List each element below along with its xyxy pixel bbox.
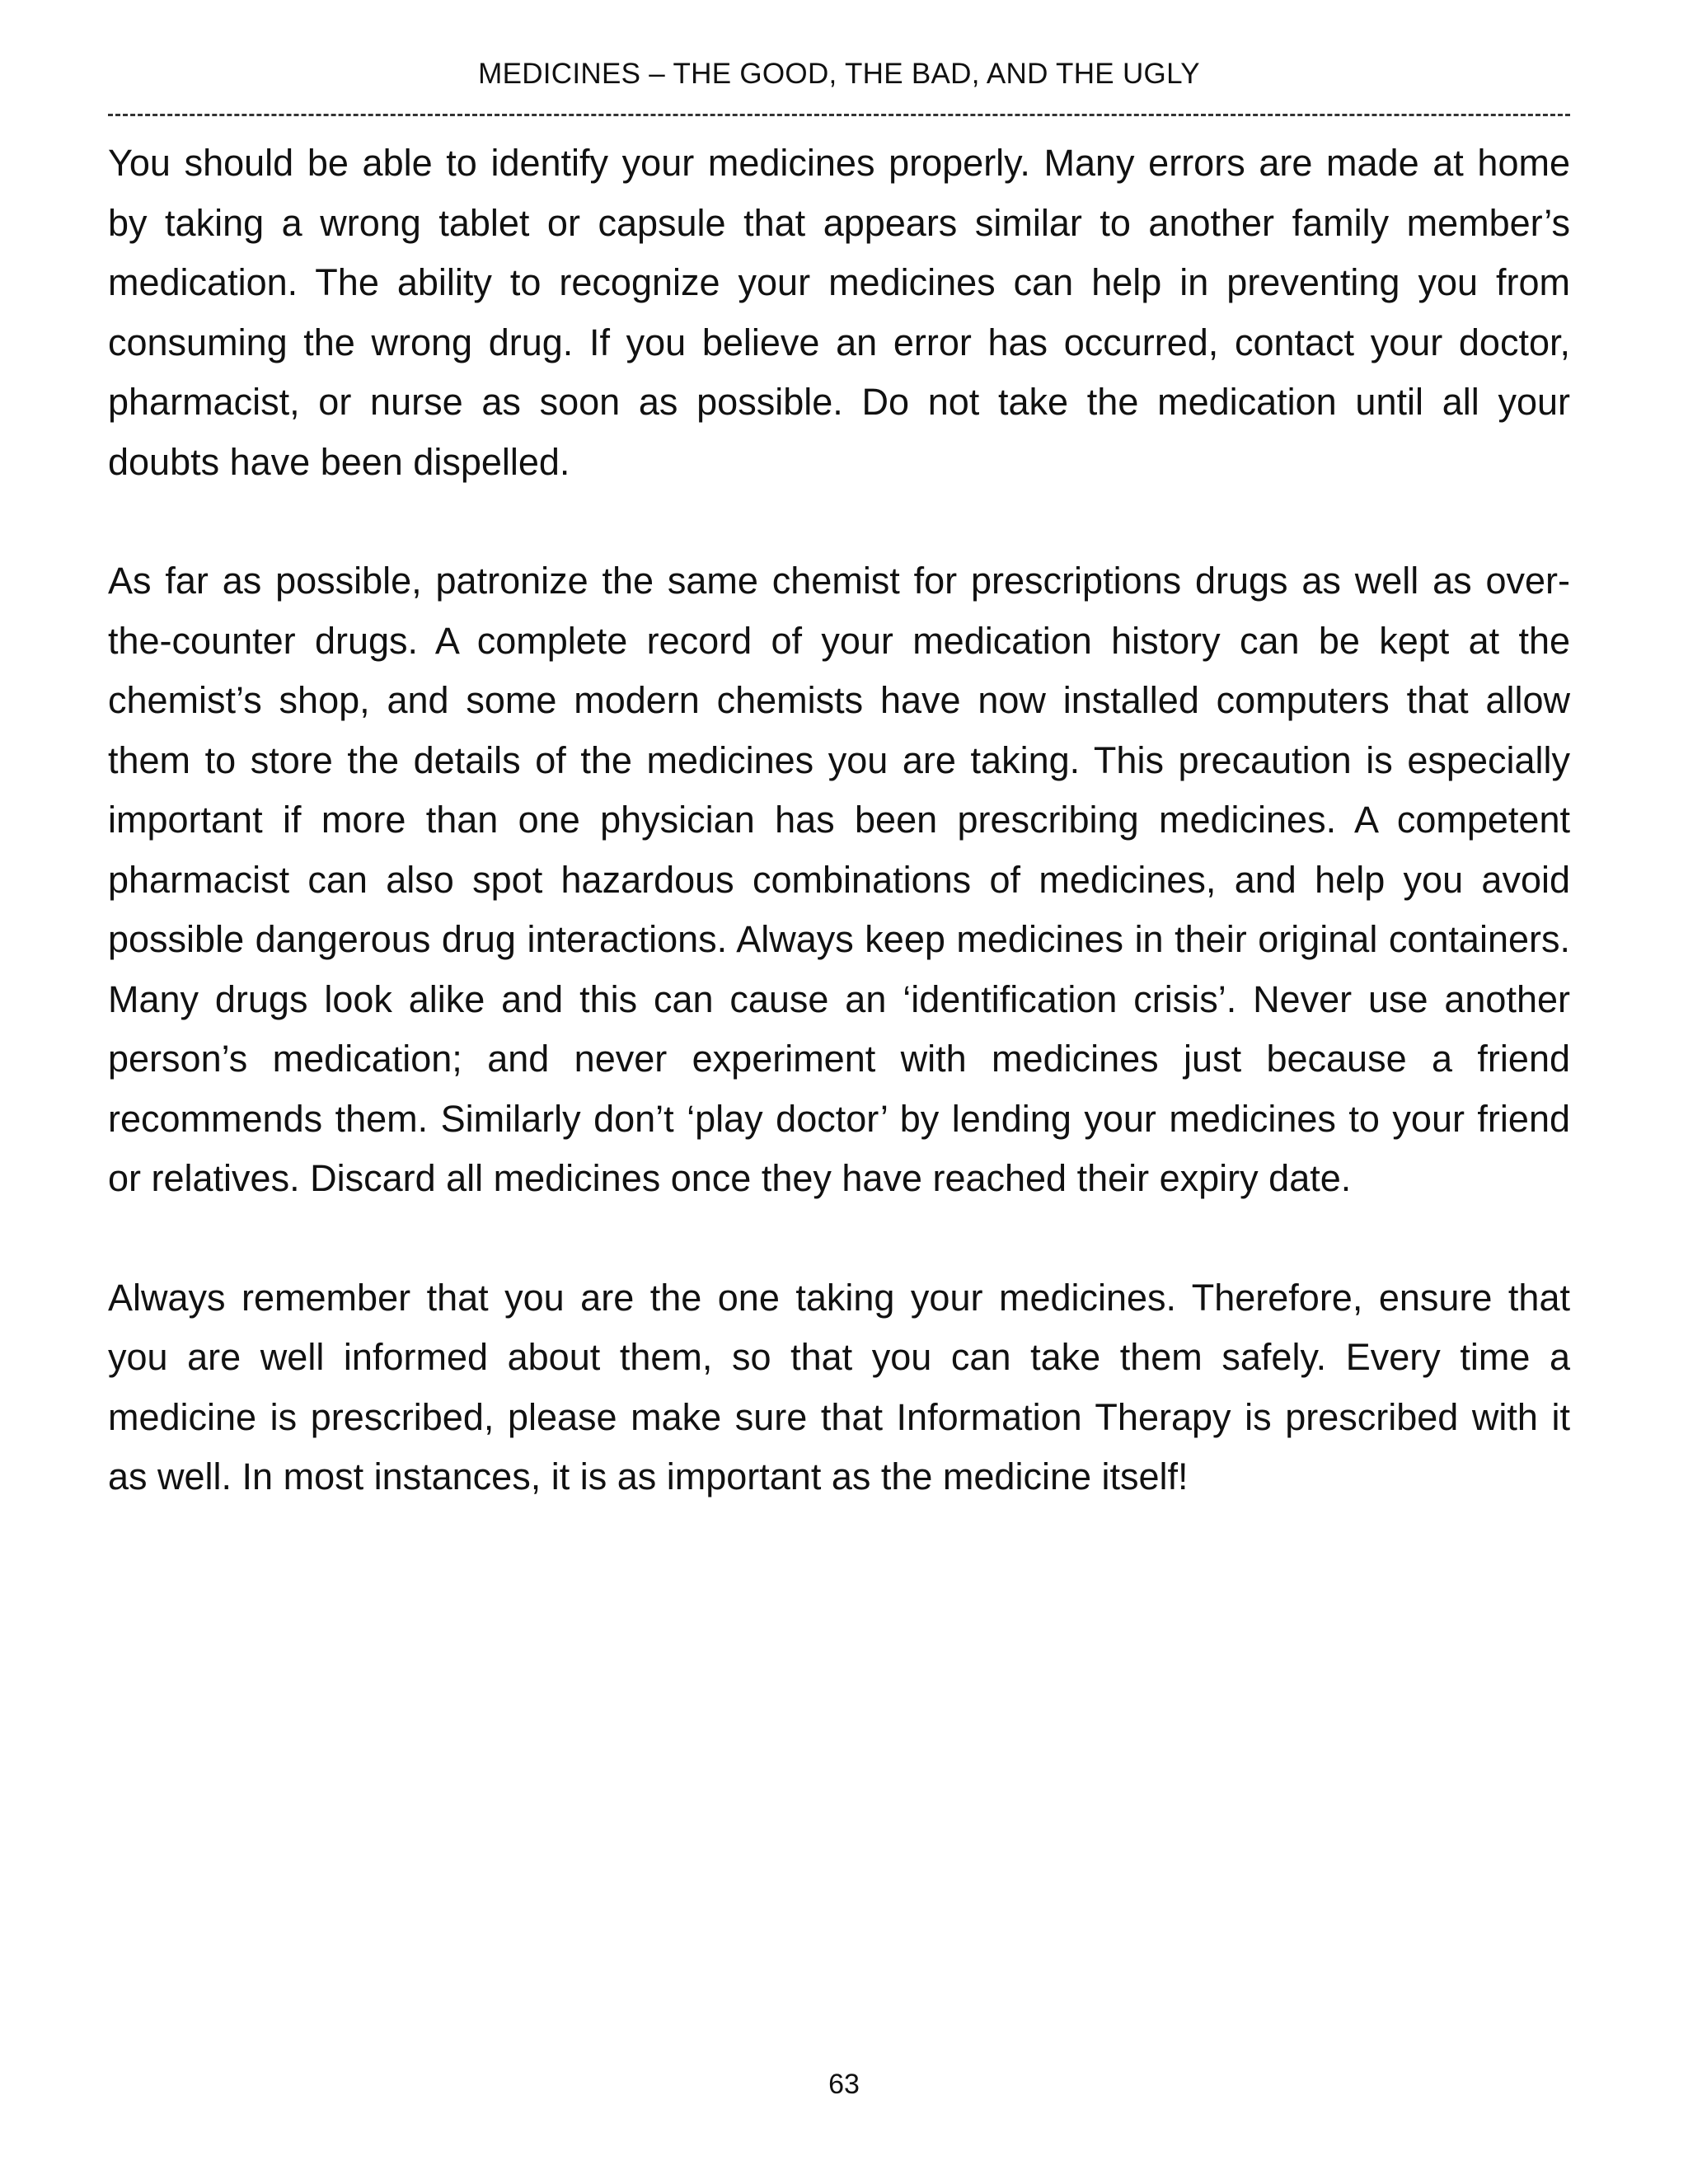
body-text (108, 134, 1570, 1567)
paragraph: You should be able to identify your medicines properly. Many errors are made at home by taking a wrong tablet or capsule that appears similar to another family member’s medication. The ability to recognize your medicines can help in preventing you from consuming the wrong drug. If you believe an error has occurred, contact your doctor, pharmacist, or nurse as soon as possible. Do not take the medication until all your doubts have been dispelled. (108, 142, 1570, 483)
paragraph: Always remember that you are the one taking your medicines. Therefore, ensure that you are well informed about them, so that you can take them safely. Every time a medicine is prescribed, please make sure that Information Therapy is prescribed with it as well. In most instances, it is as important as the medicine itself! (108, 1276, 1570, 1497)
page-number: 63 (828, 2069, 860, 2100)
running-header: MEDICINES – THE GOOD, THE BAD, AND THE UGLY (478, 58, 1200, 90)
paragraph: As far as possible, patronize the same chemist for prescriptions drugs as well as over-the-counter drugs. A complete record of your medication history can be kept at the chemist’s shop, and some modern chemists have now installed computers that allow them to store the details of the medicines you are taking. This precaution is especially important if more than one physician has been prescribing medicines. A competent pharmacist can also spot hazardous combinations of medicines, and help you avoid possible dangerous drug interactions. Always keep medicines in their original containers. Many drugs look alike and this can cause an ‘identification crisis’. Never use another person’s medication; and never experiment with medicines just because a friend recommends them. Similarly don’t ‘play doctor’ by lending your medicines to your friend or relatives. Discard all medicines once they have reached their expiry date. (108, 560, 1570, 1199)
header-divider (108, 114, 1570, 116)
